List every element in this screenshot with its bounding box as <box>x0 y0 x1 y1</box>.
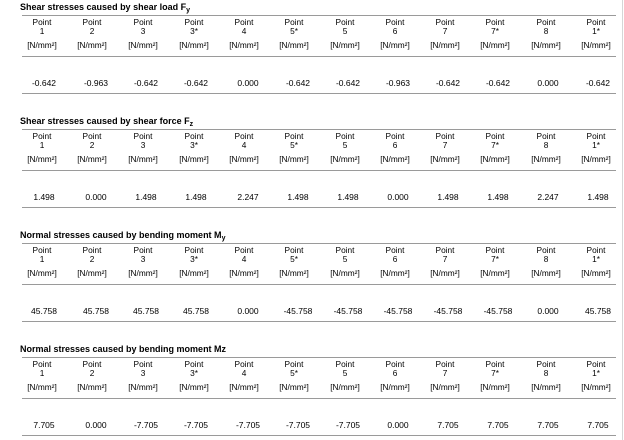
column-header <box>526 246 566 278</box>
column-unit: [N/mm²] <box>229 40 259 50</box>
column-header <box>22 18 62 50</box>
column-label: Point <box>435 245 455 255</box>
column-label: Point <box>234 17 254 27</box>
column-point-id: 5* <box>290 368 298 378</box>
column-label: Point <box>536 17 556 27</box>
column-label: Point <box>133 131 153 141</box>
column-unit: [N/mm²] <box>531 154 561 164</box>
column-header <box>22 360 62 392</box>
column-unit: [N/mm²] <box>480 154 510 164</box>
column-header <box>22 132 62 164</box>
column-point-id: 8 <box>543 140 549 150</box>
column-label: Point <box>82 17 102 27</box>
column-point-id: 2 <box>89 26 95 36</box>
column-label: Point <box>335 359 355 369</box>
section-title-text: Shear stresses caused by shear force F <box>20 116 190 126</box>
value-cell: 0.000 <box>387 192 409 202</box>
column-unit: [N/mm²] <box>380 154 410 164</box>
column-label: Point <box>536 359 556 369</box>
column-point-id: 1 <box>39 254 45 264</box>
value-cell: -0.642 <box>285 78 311 88</box>
column-unit: [N/mm²] <box>77 40 107 50</box>
column-header <box>375 360 415 392</box>
column-unit: [N/mm²] <box>480 382 510 392</box>
section-title <box>20 2 190 14</box>
column-header <box>274 18 314 50</box>
column-header <box>325 18 365 50</box>
column-unit: [N/mm²] <box>581 268 611 278</box>
column-point-id: 6 <box>392 140 398 150</box>
value-cell: -0.642 <box>435 78 461 88</box>
column-label: Point <box>485 359 505 369</box>
column-unit: [N/mm²] <box>380 382 410 392</box>
table-divider <box>22 207 616 208</box>
column-header <box>375 132 415 164</box>
column-header <box>475 18 515 50</box>
column-label: Point <box>133 17 153 27</box>
column-point-id: 6 <box>392 368 398 378</box>
section-title-subscript: y <box>221 235 226 242</box>
column-point-id: 5 <box>342 26 348 36</box>
value-cell: -45.758 <box>283 306 313 316</box>
column-unit: [N/mm²] <box>27 154 57 164</box>
value-cell: -0.642 <box>585 78 611 88</box>
table-divider <box>22 357 616 358</box>
column-point-id: 7* <box>491 368 499 378</box>
column-point-id: 3* <box>190 140 198 150</box>
column-unit: [N/mm²] <box>279 382 309 392</box>
value-cell: 0.000 <box>237 306 259 316</box>
column-point-id: 1* <box>592 254 600 264</box>
column-unit: [N/mm²] <box>330 382 360 392</box>
table-divider <box>22 243 616 244</box>
column-point-id: 5 <box>342 368 348 378</box>
column-point-id: 8 <box>543 26 549 36</box>
value-cell: 0.000 <box>537 306 559 316</box>
column-point-id: 3 <box>140 254 146 264</box>
column-point-id: 3* <box>190 368 198 378</box>
column-header <box>224 360 264 392</box>
value-cell: 1.498 <box>185 192 207 202</box>
column-point-id: 7* <box>491 140 499 150</box>
column-header <box>576 18 616 50</box>
column-header <box>375 18 415 50</box>
column-label: Point <box>586 17 606 27</box>
column-header <box>475 360 515 392</box>
column-point-id: 4 <box>241 254 247 264</box>
column-point-id: 7 <box>442 254 448 264</box>
value-cell: -7.705 <box>183 420 209 430</box>
column-header <box>72 360 112 392</box>
column-unit: [N/mm²] <box>581 154 611 164</box>
column-unit: [N/mm²] <box>279 40 309 50</box>
value-cell: -7.705 <box>133 420 159 430</box>
value-cell: 45.758 <box>31 306 57 316</box>
column-header <box>325 246 365 278</box>
column-point-id: 7* <box>491 254 499 264</box>
column-header <box>224 246 264 278</box>
column-label: Point <box>82 131 102 141</box>
column-label: Point <box>586 245 606 255</box>
column-label: Point <box>485 245 505 255</box>
column-header <box>325 132 365 164</box>
column-point-id: 5 <box>342 140 348 150</box>
column-header <box>425 246 465 278</box>
section-title-subscript: z <box>189 121 194 128</box>
value-cell: -45.758 <box>333 306 363 316</box>
column-point-id: 5* <box>290 140 298 150</box>
column-header <box>526 18 566 50</box>
column-label: Point <box>435 17 455 27</box>
table-divider <box>22 15 616 16</box>
value-cell: -7.705 <box>285 420 311 430</box>
column-header <box>72 246 112 278</box>
column-label: Point <box>284 359 304 369</box>
column-label: Point <box>133 359 153 369</box>
column-header <box>576 360 616 392</box>
table-divider <box>22 129 616 130</box>
column-header <box>123 18 163 50</box>
column-point-id: 2 <box>89 368 95 378</box>
value-cell: 45.758 <box>83 306 109 316</box>
section-title <box>20 344 226 354</box>
column-unit: [N/mm²] <box>430 268 460 278</box>
column-point-id: 4 <box>241 26 247 36</box>
column-header <box>375 246 415 278</box>
column-unit: [N/mm²] <box>229 154 259 164</box>
column-label: Point <box>284 17 304 27</box>
table-divider <box>22 398 616 399</box>
column-point-id: 3 <box>140 26 146 36</box>
value-cell: 7.705 <box>33 420 55 430</box>
column-label: Point <box>234 131 254 141</box>
column-label: Point <box>32 131 52 141</box>
column-point-id: 7 <box>442 368 448 378</box>
column-header <box>123 360 163 392</box>
column-point-id: 7* <box>491 26 499 36</box>
value-cell: 1.498 <box>437 192 459 202</box>
column-label: Point <box>335 17 355 27</box>
column-point-id: 7 <box>442 26 448 36</box>
column-unit: [N/mm²] <box>581 40 611 50</box>
value-cell: -45.758 <box>483 306 513 316</box>
column-header <box>425 18 465 50</box>
value-cell: 7.705 <box>487 420 509 430</box>
value-cell: 7.705 <box>437 420 459 430</box>
column-unit: [N/mm²] <box>279 268 309 278</box>
table-divider <box>22 321 616 322</box>
column-point-id: 3* <box>190 254 198 264</box>
column-point-id: 1* <box>592 368 600 378</box>
column-unit: [N/mm²] <box>229 382 259 392</box>
column-unit: [N/mm²] <box>279 154 309 164</box>
column-unit: [N/mm²] <box>480 40 510 50</box>
column-unit: [N/mm²] <box>128 382 158 392</box>
column-label: Point <box>284 245 304 255</box>
column-unit: [N/mm²] <box>531 268 561 278</box>
column-label: Point <box>133 245 153 255</box>
column-point-id: 1* <box>592 26 600 36</box>
column-header <box>72 18 112 50</box>
column-label: Point <box>586 359 606 369</box>
column-header <box>174 18 214 50</box>
section-title-text: Shear stresses caused by shear load F <box>20 2 187 12</box>
column-label: Point <box>32 245 52 255</box>
column-header <box>475 132 515 164</box>
value-cell: 1.498 <box>135 192 157 202</box>
value-cell: -7.705 <box>335 420 361 430</box>
column-label: Point <box>284 131 304 141</box>
column-label: Point <box>485 131 505 141</box>
column-header <box>72 132 112 164</box>
value-cell: -0.642 <box>183 78 209 88</box>
column-label: Point <box>435 131 455 141</box>
column-header <box>576 246 616 278</box>
column-point-id: 6 <box>392 26 398 36</box>
column-point-id: 4 <box>241 140 247 150</box>
column-label: Point <box>385 245 405 255</box>
column-point-id: 3 <box>140 140 146 150</box>
column-label: Point <box>335 131 355 141</box>
value-cell: 2.247 <box>237 192 259 202</box>
value-cell: -0.963 <box>83 78 109 88</box>
column-unit: [N/mm²] <box>480 268 510 278</box>
column-label: Point <box>435 359 455 369</box>
column-label: Point <box>385 17 405 27</box>
column-point-id: 8 <box>543 254 549 264</box>
column-point-id: 5* <box>290 26 298 36</box>
column-header <box>475 246 515 278</box>
column-header <box>174 360 214 392</box>
table-divider <box>22 93 616 94</box>
column-label: Point <box>234 359 254 369</box>
column-label: Point <box>536 245 556 255</box>
column-unit: [N/mm²] <box>77 268 107 278</box>
column-label: Point <box>184 17 204 27</box>
column-point-id: 1 <box>39 140 45 150</box>
section-title-text: Normal stresses caused by bending moment M <box>20 230 222 240</box>
column-label: Point <box>335 245 355 255</box>
column-point-id: 2 <box>89 254 95 264</box>
column-label: Point <box>586 131 606 141</box>
column-unit: [N/mm²] <box>179 40 209 50</box>
column-unit: [N/mm²] <box>128 40 158 50</box>
column-point-id: 3* <box>190 26 198 36</box>
value-cell: -0.642 <box>485 78 511 88</box>
column-header <box>174 246 214 278</box>
column-header <box>22 246 62 278</box>
column-label: Point <box>485 17 505 27</box>
column-label: Point <box>32 17 52 27</box>
value-cell: 2.247 <box>537 192 559 202</box>
value-cell: 0.000 <box>85 192 107 202</box>
column-unit: [N/mm²] <box>128 154 158 164</box>
column-header <box>325 360 365 392</box>
column-label: Point <box>82 359 102 369</box>
column-point-id: 5 <box>342 254 348 264</box>
column-header <box>425 132 465 164</box>
column-point-id: 4 <box>241 368 247 378</box>
column-header <box>526 360 566 392</box>
column-label: Point <box>234 245 254 255</box>
value-cell: -7.705 <box>235 420 261 430</box>
column-unit: [N/mm²] <box>380 40 410 50</box>
value-cell: -0.642 <box>31 78 57 88</box>
section-title <box>20 230 225 242</box>
column-label: Point <box>82 245 102 255</box>
column-header <box>123 132 163 164</box>
table-divider <box>22 284 616 285</box>
value-cell: 45.758 <box>585 306 611 316</box>
column-header <box>425 360 465 392</box>
value-cell: 7.705 <box>587 420 609 430</box>
table-divider <box>22 170 616 171</box>
section-title-subscript: y <box>186 7 190 14</box>
section-title-text: Normal stresses caused by bending moment Mz <box>20 344 227 354</box>
column-unit: [N/mm²] <box>27 268 57 278</box>
value-cell: 1.498 <box>287 192 309 202</box>
column-unit: [N/mm²] <box>27 40 57 50</box>
column-unit: [N/mm²] <box>27 382 57 392</box>
value-cell: -0.642 <box>133 78 159 88</box>
value-cell: -45.758 <box>383 306 413 316</box>
column-unit: [N/mm²] <box>380 268 410 278</box>
value-cell: 45.758 <box>133 306 159 316</box>
column-label: Point <box>536 131 556 141</box>
column-unit: [N/mm²] <box>77 154 107 164</box>
value-cell: -0.642 <box>335 78 361 88</box>
column-unit: [N/mm²] <box>330 154 360 164</box>
column-unit: [N/mm²] <box>179 382 209 392</box>
column-label: Point <box>385 359 405 369</box>
column-unit: [N/mm²] <box>531 382 561 392</box>
column-unit: [N/mm²] <box>330 268 360 278</box>
column-unit: [N/mm²] <box>229 268 259 278</box>
column-point-id: 1* <box>592 140 600 150</box>
column-header <box>576 132 616 164</box>
column-point-id: 5* <box>290 254 298 264</box>
value-cell: 0.000 <box>237 78 259 88</box>
column-header <box>274 360 314 392</box>
column-label: Point <box>385 131 405 141</box>
column-point-id: 2 <box>89 140 95 150</box>
column-unit: [N/mm²] <box>430 40 460 50</box>
section-title <box>20 116 193 128</box>
column-header <box>526 132 566 164</box>
column-header <box>123 246 163 278</box>
column-unit: [N/mm²] <box>77 382 107 392</box>
column-label: Point <box>32 359 52 369</box>
value-cell: 7.705 <box>537 420 559 430</box>
column-unit: [N/mm²] <box>330 40 360 50</box>
column-unit: [N/mm²] <box>531 40 561 50</box>
column-header <box>174 132 214 164</box>
column-unit: [N/mm²] <box>179 154 209 164</box>
table-divider <box>22 56 616 57</box>
column-label: Point <box>184 245 204 255</box>
column-point-id: 1 <box>39 368 45 378</box>
column-point-id: 3 <box>140 368 146 378</box>
value-cell: -45.758 <box>433 306 463 316</box>
table-divider <box>22 435 616 436</box>
value-cell: 0.000 <box>387 420 409 430</box>
column-unit: [N/mm²] <box>179 268 209 278</box>
value-cell: 1.498 <box>487 192 509 202</box>
column-label: Point <box>184 359 204 369</box>
column-point-id: 1 <box>39 26 45 36</box>
value-cell: 45.758 <box>183 306 209 316</box>
column-unit: [N/mm²] <box>430 154 460 164</box>
value-cell: 1.498 <box>337 192 359 202</box>
value-cell: 0.000 <box>85 420 107 430</box>
column-point-id: 7 <box>442 140 448 150</box>
column-header <box>274 132 314 164</box>
value-cell: 1.498 <box>33 192 55 202</box>
column-header <box>224 132 264 164</box>
value-cell: 0.000 <box>537 78 559 88</box>
column-header <box>224 18 264 50</box>
column-point-id: 8 <box>543 368 549 378</box>
column-unit: [N/mm²] <box>430 382 460 392</box>
column-header <box>274 246 314 278</box>
column-unit: [N/mm²] <box>581 382 611 392</box>
column-point-id: 6 <box>392 254 398 264</box>
value-cell: -0.963 <box>385 78 411 88</box>
value-cell: 1.498 <box>587 192 609 202</box>
column-unit: [N/mm²] <box>128 268 158 278</box>
column-label: Point <box>184 131 204 141</box>
